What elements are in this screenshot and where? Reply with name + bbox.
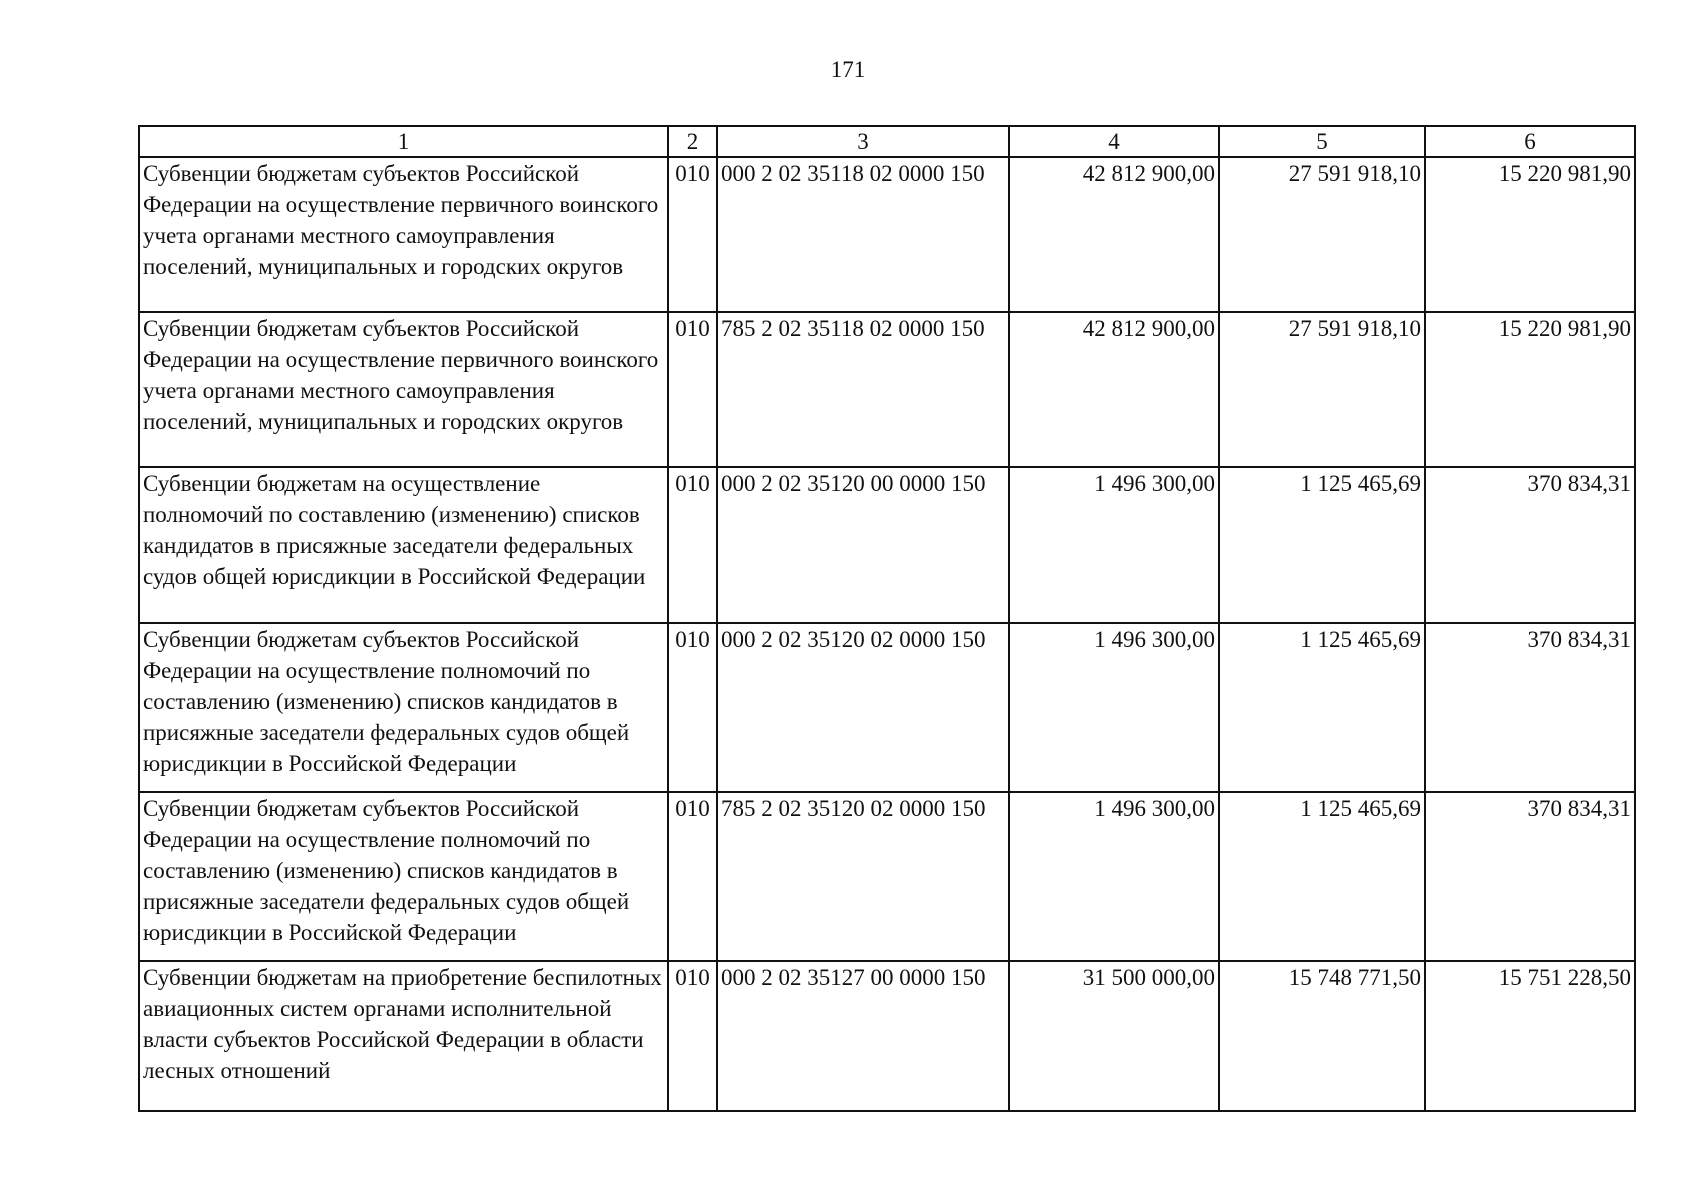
row-description: Субвенции бюджетам субъектов Российской Федерации на осуществление полномочий по составлению (изменению) списков кандидатов в присяжные заседатели федеральных судов общей юрисдикции в Российской Федерации [139, 792, 668, 961]
row-amount-col5: 1 125 465,69 [1219, 792, 1425, 961]
row-description: Субвенции бюджетам субъектов Российской Федерации на осуществление первичного воинского учета органами местного самоуправления поселений, муниципальных и городских округов [139, 312, 668, 467]
table-row [139, 961, 1635, 1111]
row-amount-col4: 42 812 900,00 [1009, 312, 1219, 467]
row-amount-col5: 1 125 465,69 [1219, 623, 1425, 792]
page-number: 171 [830, 57, 866, 82]
row-amount-col5: 15 748 771,50 [1219, 961, 1425, 1111]
budget-table [138, 125, 1636, 1112]
row-budget-code: 785 2 02 35118 02 0000 150 [717, 312, 1009, 467]
row-budget-code: 000 2 02 35120 02 0000 150 [717, 623, 1009, 792]
row-budget-code: 000 2 02 35120 00 0000 150 [717, 467, 1009, 623]
row-budget-code: 000 2 02 35127 00 0000 150 [717, 961, 1009, 1111]
row-amount-col4: 42 812 900,00 [1009, 157, 1219, 312]
row-amount-col4: 1 496 300,00 [1009, 467, 1219, 623]
row-amount-col6: 15 220 981,90 [1425, 157, 1635, 312]
row-amount-col4: 1 496 300,00 [1009, 792, 1219, 961]
column-header-6: 6 [1425, 126, 1635, 157]
row-budget-code: 000 2 02 35118 02 0000 150 [717, 157, 1009, 312]
row-amount-col5: 27 591 918,10 [1219, 157, 1425, 312]
column-header-3: 3 [717, 126, 1009, 157]
header-row [139, 126, 1635, 157]
row-budget-code: 785 2 02 35120 02 0000 150 [717, 792, 1009, 961]
table-row [139, 792, 1635, 961]
row-admin-code: 010 [668, 467, 717, 623]
row-amount-col5: 27 591 918,10 [1219, 312, 1425, 467]
row-admin-code: 010 [668, 623, 717, 792]
column-header-4: 4 [1009, 126, 1219, 157]
row-description: Субвенции бюджетам субъектов Российской Федерации на осуществление первичного воинского учета органами местного самоуправления поселений, муниципальных и городских округов [139, 157, 668, 312]
row-description: Субвенции бюджетам субъектов Российской Федерации на осуществление полномочий по составлению (изменению) списков кандидатов в присяжные заседатели федеральных судов общей юрисдикции в Российской Федерации [139, 623, 668, 792]
table-row [139, 157, 1635, 312]
row-amount-col6: 370 834,31 [1425, 623, 1635, 792]
row-description: Субвенции бюджетам на осуществление полномочий по составлению (изменению) списков кандидатов в присяжные заседатели федеральных судов общей юрисдикции в Российской Федерации [139, 467, 668, 623]
column-header-5: 5 [1219, 126, 1425, 157]
table-row [139, 312, 1635, 467]
column-header-1: 1 [139, 126, 668, 157]
row-admin-code: 010 [668, 157, 717, 312]
table-row [139, 623, 1635, 792]
column-header-2: 2 [668, 126, 717, 157]
row-admin-code: 010 [668, 961, 717, 1111]
row-amount-col4: 1 496 300,00 [1009, 623, 1219, 792]
table-row [139, 467, 1635, 623]
row-amount-col6: 15 220 981,90 [1425, 312, 1635, 467]
row-description: Субвенции бюджетам на приобретение беспилотных авиационных систем органами исполнительной власти субъектов Российской Федерации в области лесных отношений [139, 961, 668, 1111]
row-amount-col4: 31 500 000,00 [1009, 961, 1219, 1111]
row-amount-col6: 370 834,31 [1425, 792, 1635, 961]
row-amount-col6: 15 751 228,50 [1425, 961, 1635, 1111]
row-amount-col5: 1 125 465,69 [1219, 467, 1425, 623]
row-admin-code: 010 [668, 792, 717, 961]
row-admin-code: 010 [668, 312, 717, 467]
row-amount-col6: 370 834,31 [1425, 467, 1635, 623]
